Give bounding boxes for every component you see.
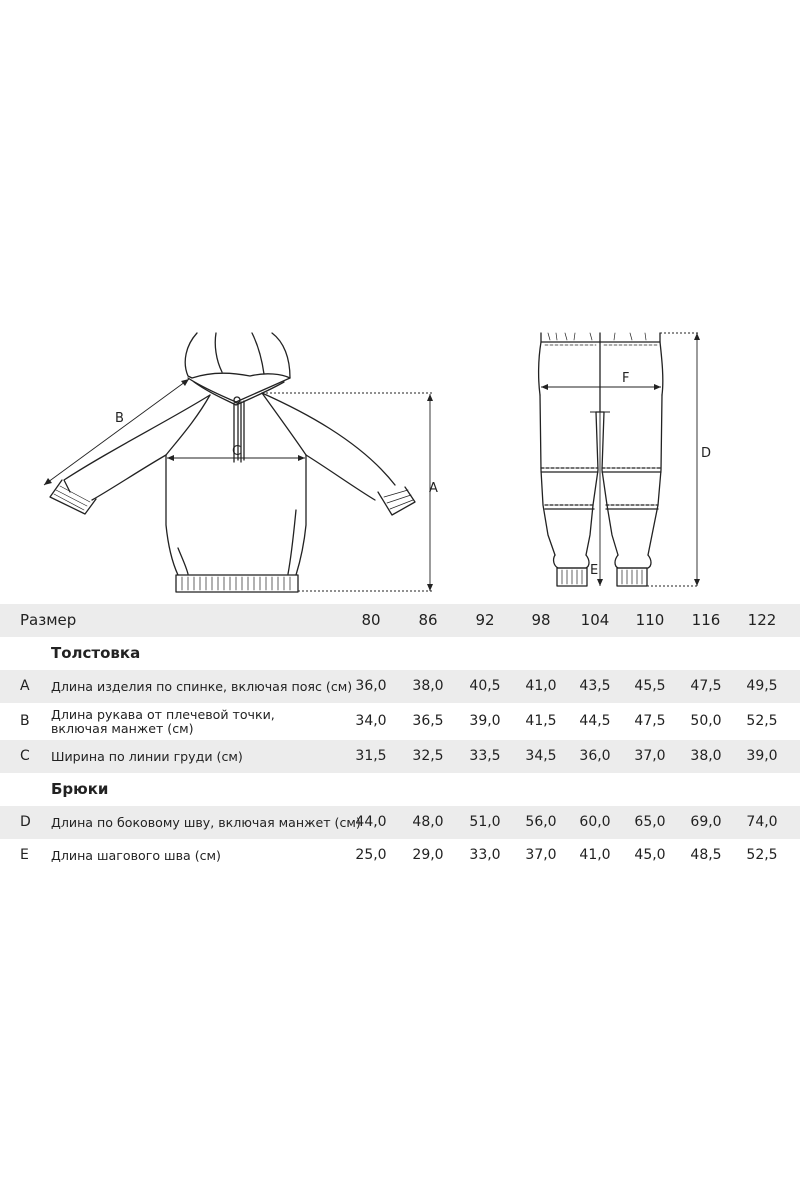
section-header-row [0,773,800,806]
cell-value: 37,0 [525,847,557,863]
row-code: B [20,713,30,729]
label-e: E [590,563,599,578]
cell-value: 39,0 [746,748,778,764]
table-row [0,670,800,703]
cell-value: 69,0 [690,814,722,830]
cell-value: 33,0 [469,847,501,863]
cell-value: 44,5 [579,713,611,729]
label-a: A [429,481,438,496]
table-row [0,806,800,839]
label-b: B [115,411,124,426]
table-row [0,839,800,872]
cell-value: 36,5 [412,713,444,729]
size-98: 98 [531,611,551,629]
cell-value: 65,0 [634,814,666,830]
row-description: Длина рукава от плечевой точки, включая манжет (см) [51,706,275,736]
table-row [0,703,800,740]
row-description: Ширина по линии груди (см) [51,748,243,764]
cell-value: 37,0 [634,748,666,764]
cell-value: 50,0 [690,713,722,729]
cell-value: 74,0 [746,814,778,830]
row-code: A [20,678,30,694]
cell-value: 52,5 [746,713,778,729]
cell-value: 34,0 [355,713,387,729]
cell-value: 25,0 [355,847,387,863]
label-c: C [232,444,242,459]
cell-value: 47,5 [634,713,666,729]
cell-value: 29,0 [412,847,444,863]
cell-value: 56,0 [525,814,557,830]
cell-value: 48,5 [690,847,722,863]
row-code: D [20,814,31,830]
size-header-label: Размер [20,611,77,629]
cell-value: 36,0 [579,748,611,764]
cell-value: 60,0 [579,814,611,830]
size-80: 80 [361,611,381,629]
table-row [0,740,800,773]
cell-value: 45,5 [634,678,666,694]
row-description: Длина по боковому шву, включая манжет (см) [51,814,361,830]
cell-value: 43,5 [579,678,611,694]
row-description: Длина изделия по спинке, включая пояс (см) [51,678,353,694]
label-f: F [622,371,630,386]
cell-value: 41,0 [579,847,611,863]
cell-value: 38,0 [412,678,444,694]
size-110: 110 [635,611,665,629]
size-116: 116 [691,611,721,629]
cell-value: 34,5 [525,748,557,764]
cell-value: 47,5 [690,678,722,694]
size-92: 92 [475,611,495,629]
size-header-row [0,604,800,637]
section-header-row [0,637,800,670]
cell-value: 52,5 [746,847,778,863]
size-table [0,604,800,872]
cell-value: 38,0 [690,748,722,764]
cell-value: 41,5 [525,713,557,729]
section-title-pants: Брюки [51,780,109,798]
cell-value: 32,5 [412,748,444,764]
size-104: 104 [580,611,610,629]
cell-value: 36,0 [355,678,387,694]
pants-drawing [539,333,663,586]
cell-value: 41,0 [525,678,557,694]
row-description: Длина шагового шва (см) [51,847,221,863]
pants-ribbing [545,333,657,584]
hoodie-drawing [50,333,415,592]
cell-value: 39,0 [469,713,501,729]
size-122: 122 [747,611,777,629]
cell-value: 51,0 [469,814,501,830]
size-86: 86 [418,611,438,629]
cell-value: 31,5 [355,748,387,764]
cell-value: 45,0 [634,847,666,863]
cell-value: 48,0 [412,814,444,830]
row-code: C [20,748,30,764]
cell-value: 33,5 [469,748,501,764]
row-code: E [20,847,29,863]
label-d: D [701,446,712,461]
section-title-hoodie: Толстовка [51,644,141,662]
measure-line-b [44,379,189,485]
cell-value: 44,0 [355,814,387,830]
cell-value: 49,5 [746,678,778,694]
cell-value: 40,5 [469,678,501,694]
